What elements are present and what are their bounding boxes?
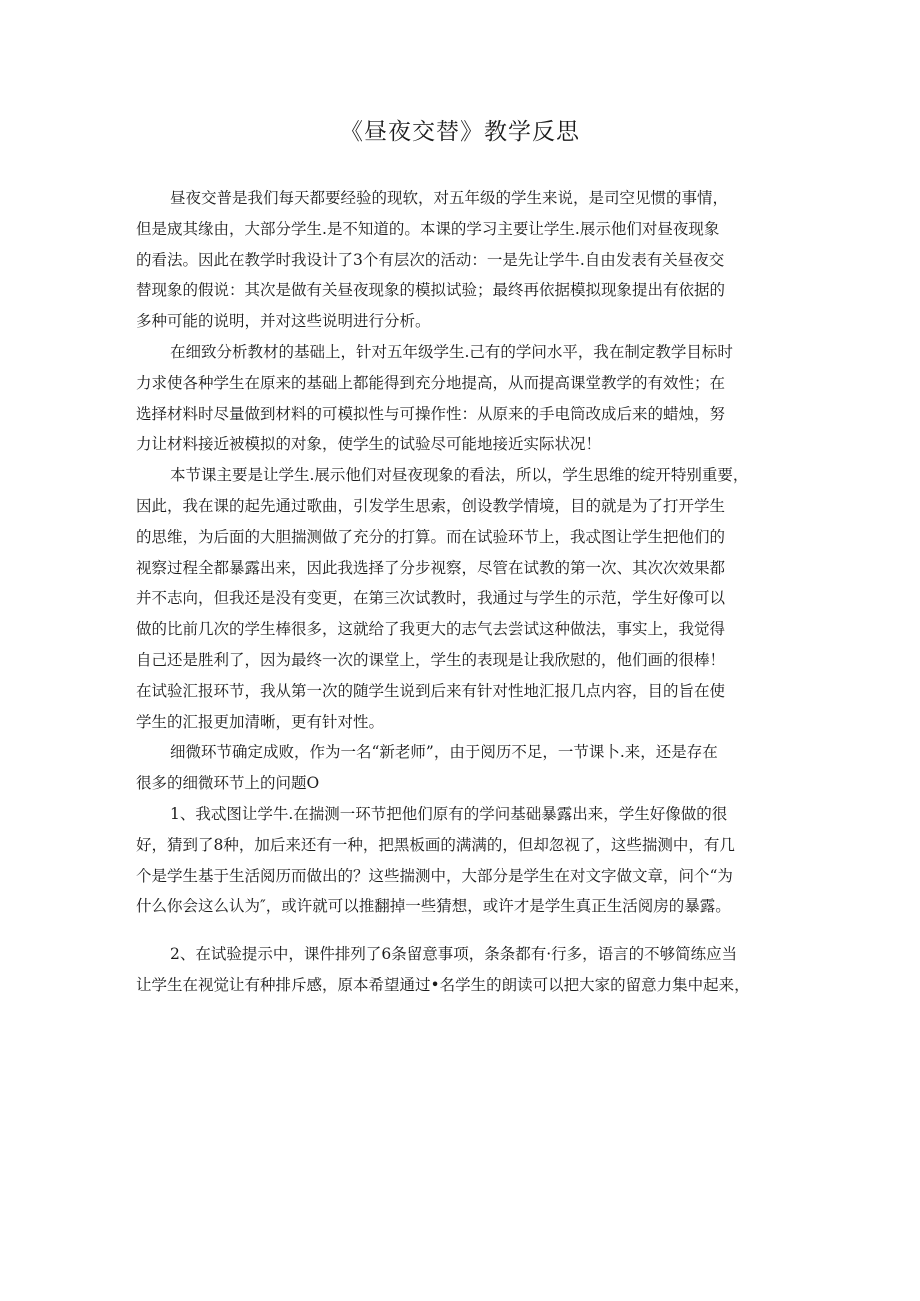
paragraph-line: 的思维，为后面的大胆揣测做了充分的打算。而在试验环节上，我忒图让学生把他们的 [136,527,726,546]
paragraph-line: 很多的细微环节上的问题O [136,774,320,793]
paragraph-line: 学生的汇报更加清晰，更有针对性。 [136,712,385,731]
list-item-2 [136,939,792,1001]
paragraph-line: 2、在试验提示中，课件排列了6条留意事项，条条都有·行多，语言的不够简练应当 [170,945,738,964]
paragraph-line: 视察过程全都暴露出来，因此我选择了分步视察，尽管在试教的第一次、其次次效果都 [136,558,726,577]
paragraph-line: 并不志向，但我还是没有变更，在第三次试教时，我通过与学生的示范，学生好像可以 [136,589,726,608]
document-title: 《昼夜交替》教学反思 [340,119,580,145]
paragraph-line: 自己还是胜利了，因为最终一次的课堂上，学生的表现是让我欣慰的，他们画的很棒！ [136,650,726,669]
paragraph-line: 让学生在视觉让有种排斥感，原本希望通过•名学生的朗读可以把大家的留意力集中起来， [136,975,750,994]
paragraph-line: 替现象的假说：其次是做有关昼夜现象的模拟试验；最终再依据模拟现象提出有依据的 [136,281,726,300]
paragraph-line: 的看法。因此在教学时我设计了3个有层次的活动：一是先让学牛.自由发表有关昼夜交 [136,250,725,269]
paragraph-line: 个是学生基于生活阅历而做出的？这些揣测中，大部分是学生在对文字做文章，问个“为 [136,866,733,885]
paragraph-spacer [136,922,792,939]
paragraph-line: 在细致分析教材的基础上，针对五年级学生.己有的学问水平，我在制定教学目标时 [170,342,733,361]
paragraph-line: 1、我忒图让学牛.在揣测一环节把他们原有的学问基础暴露出来，学生好像做的很 [170,804,728,823]
paragraph-line: 好，猜到了8种，加后来还有一种，把黑板画的满满的，但却忽视了，这些揣测中，有几 [136,835,735,854]
paragraph-2 [136,337,792,460]
paragraph-line: 在试验汇报环节，我从第一次的随学生说到后来有针对性地汇报几点内容，目的旨在使 [136,681,726,700]
paragraph-line: 本节课主要是让学生.展示他们对昼夜现象的看法，所以，学生思维的绽开特别重要， [170,466,749,485]
paragraph-line: 力求使各种学生在原来的基础上都能得到充分地提高，从而提高课堂教学的有效性；在 [136,373,726,392]
paragraph-line: 因此，我在课的起先通过歌曲，引发学生思索，创设教学情境，目的就是为了打开学生 [136,496,726,515]
paragraph-line: 什么你会这么认为″，或许就可以推翻掉一些猜想，或许才是学生真正生活阅房的暴露。 [136,897,731,916]
paragraph-line: 但是宬其缘由，大部分学生.是不知道的。本课的学习主要让学生.展示他们对昼夜现象 [136,219,720,238]
paragraph-line: 做的比前几次的学生棒很多，这就给了我更大的志气去尝试这种做法，事实上，我觉得 [136,620,726,639]
paragraph-4 [136,737,792,799]
paragraph-line: 多种可能的说明，并对这些说明进行分析。 [136,312,431,331]
paragraph-line: 细微环节确定成败，作为一名“新老师”，由于阅历不足，一节课卜.来，还是存在 [170,743,718,762]
list-item-1 [136,799,792,922]
paragraph-line: 选择材料时尽量做到材料的可模拟性与可操作性：从原来的手电筒改成后来的蜡烛，努 [136,404,726,423]
paragraph-1 [136,183,792,337]
paragraph-line: 力让材料接近被模拟的对象，使学生的试验尽可能地接近实际状况！ [136,435,602,454]
paragraph-line: 昼夜交普是我们每天都要经验的现软，对五年级的学生来说，是司空见惯的事情， [170,189,729,207]
paragraph-3 [136,460,792,737]
document-body [136,183,792,1001]
